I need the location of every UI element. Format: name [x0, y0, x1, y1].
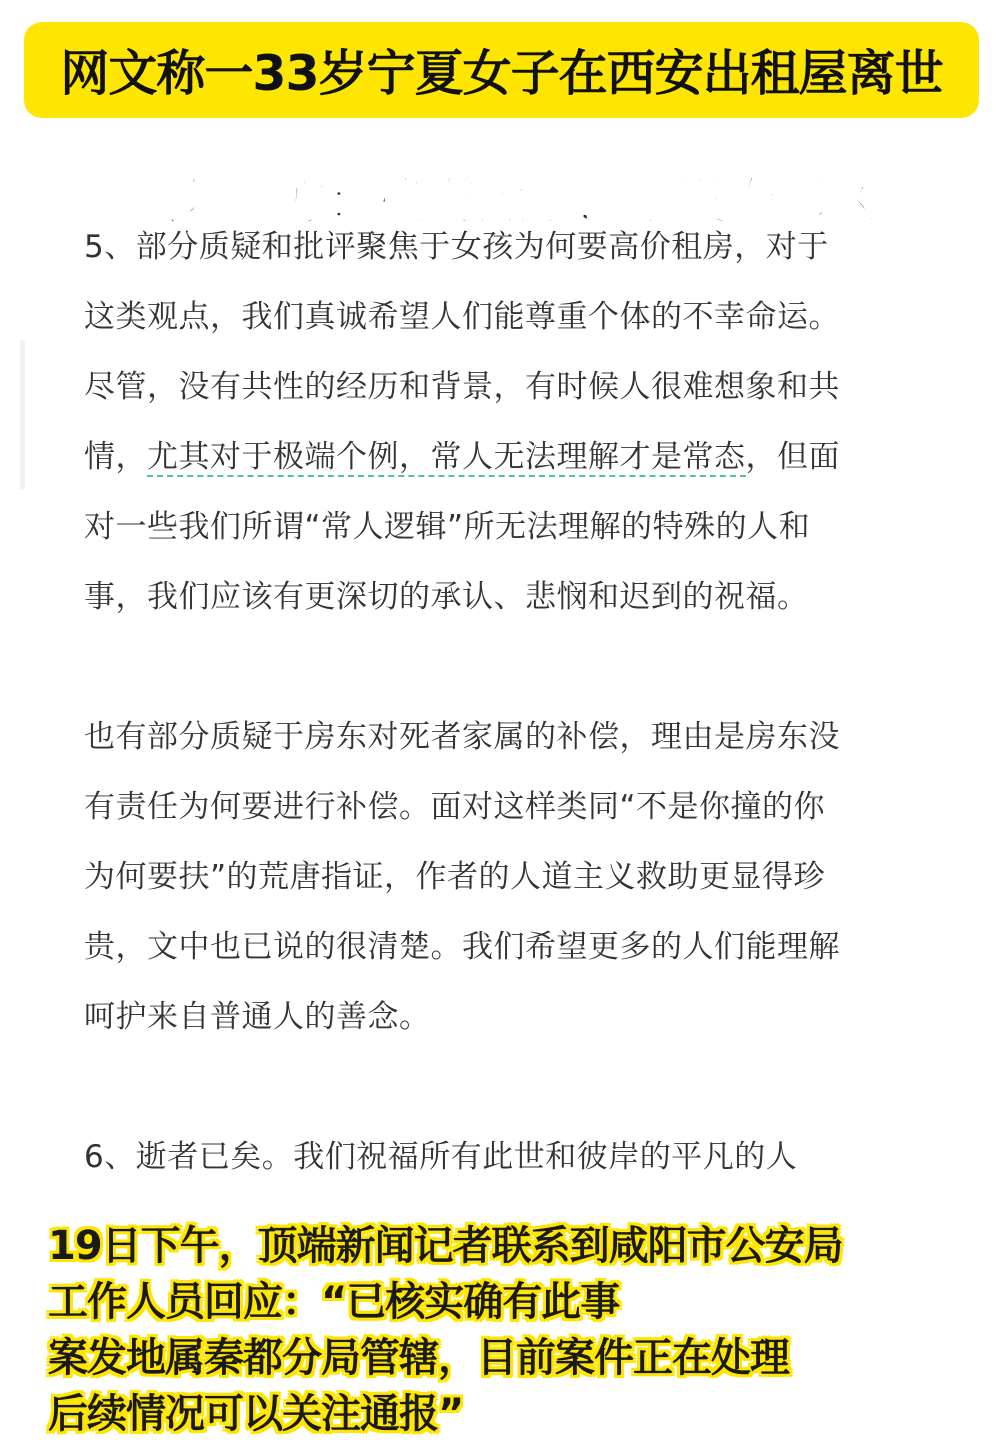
article-line: 为何要扶”的荒唐指证，作者的人道主义救助更显得珍: [84, 859, 826, 895]
article-line: 事，我们应该有更深切的承认、悲悯和迟到的祝福。: [84, 579, 809, 615]
paragraph-gap: [84, 632, 924, 702]
article-line: 尽管，没有共性的经历和背景，有时候人很难想象和共: [84, 369, 840, 405]
scrollbar[interactable]: [20, 340, 25, 490]
article-line: 6、逝者已矣。我们祝福所有此世和彼岸的平凡的人: [84, 1139, 798, 1175]
article-body: [84, 212, 924, 1192]
paragraph-6: [84, 1122, 924, 1192]
article-line-start: 情，: [84, 439, 147, 475]
paragraph-gap: [84, 1052, 924, 1122]
paragraph-5: [84, 212, 924, 632]
article-line: 对一些我们所谓“常人逻辑”所无法理解的特殊的人和: [84, 509, 811, 545]
caption-line: 工作人员回应：“已核实确有此事: [48, 1279, 620, 1325]
caption-line: 案发地属秦都分局管辖，目前案件正在处理: [48, 1335, 789, 1381]
article-line: [84, 422, 924, 492]
headline: 网文称一33岁宁夏女子在西安出租屋离世: [60, 45, 943, 102]
caption-line: 19日下午，顶端新闻记者联系到咸阳市公安局: [48, 1223, 843, 1269]
article-line: 贵，文中也已说的很清楚。我们希望更多的人们能理解: [84, 929, 840, 965]
article-line: 也有部分质疑于房东对死者家属的补偿，理由是房东没: [84, 719, 840, 755]
caption-line: 后续情况可以关注通报”: [48, 1391, 464, 1437]
article-line: 5、部分质疑和批评聚焦于女孩为何要高价租房，对于: [84, 229, 829, 265]
subheadline: 咸阳警方：确有此事，事发秦都区: [126, 173, 877, 232]
article-line: 这类观点，我们真诚希望人们能尊重个体的不幸命运。: [84, 299, 840, 335]
paragraph-landlord: [84, 702, 924, 1052]
news-caption: [48, 1218, 993, 1442]
headline-banner: [24, 22, 979, 118]
highlighted-phrase: 尤其对于极端个例，常人无法理解才是常态: [147, 439, 746, 475]
article-line-end: ，但面: [745, 439, 840, 475]
article-line: 有责任为何要进行补偿。面对这样类同“不是你撞的你: [84, 789, 826, 825]
article-line: 呵护来自普通人的善念。: [84, 999, 431, 1035]
